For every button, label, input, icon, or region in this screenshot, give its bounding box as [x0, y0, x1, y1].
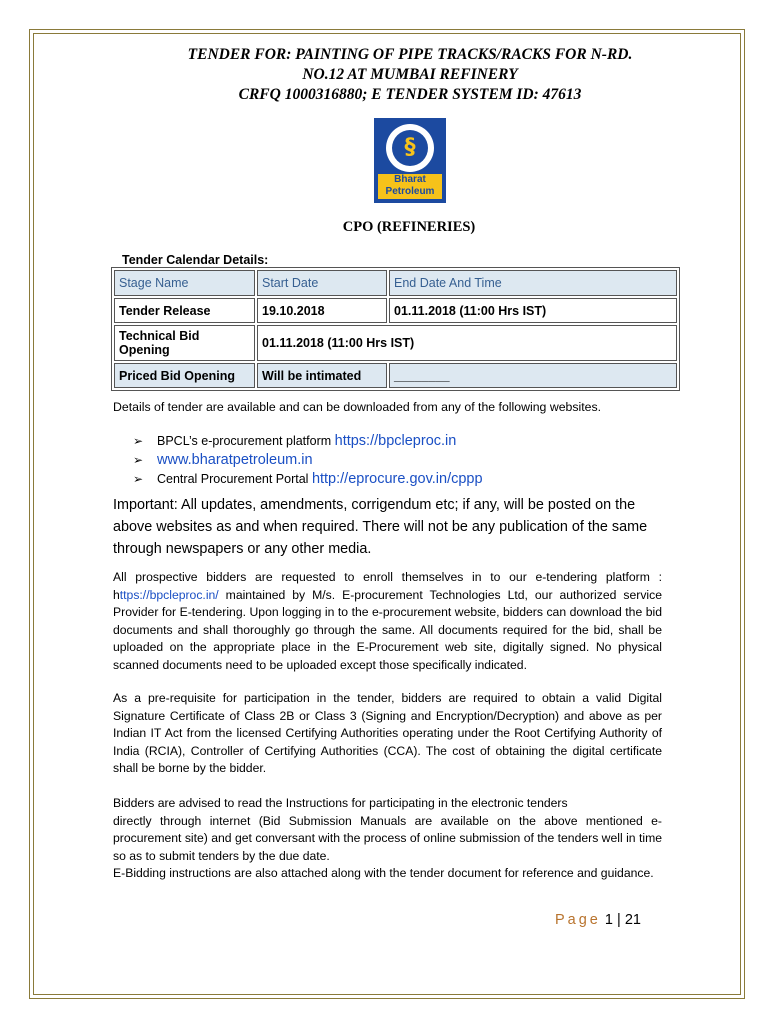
- logo-text-line-1: Bharat: [394, 174, 426, 185]
- details-text: Details of tender are available and can be downloaded from any of the following websites.: [113, 400, 602, 414]
- important-notice: Important: All updates, amendments, corrigendum etc; if any, will be posted on the above websites as and when required. There will not be any publication of the same through newspapers or any other media.: [113, 497, 648, 557]
- logo-swirl-icon: §: [404, 135, 416, 160]
- para3-line1: Bidders are advised to read the Instructions for participating in the electronic tenders: [113, 796, 568, 810]
- tender-calendar-table: [111, 267, 680, 391]
- title-line-3: CRFQ 1000316880; E TENDER SYSTEM ID: 47613: [238, 86, 582, 103]
- bharat-petroleum-logo: [374, 118, 446, 203]
- bpcleproc-inline-link[interactable]: ttps://bpcleproc.in/: [119, 587, 219, 602]
- bpcleproc-link[interactable]: https://bpcleproc.in: [334, 433, 457, 449]
- start-cell: Will be intimated: [257, 363, 387, 388]
- para1-intro: All prospective bidders are requested to enroll themselves in to our e-tendering platform :: [113, 570, 662, 584]
- para3-rest: directly through internet (Bid Submission Manuals are available on the above mentioned e-procurement site) and get conversant with the process of online submission of the tenders well in time so as to submit tenders by the due date.: [113, 813, 662, 863]
- stage-cell: Technical Bid Opening: [114, 325, 255, 361]
- arrow-bullet-icon: ➢: [133, 472, 144, 486]
- website-list: [133, 432, 483, 489]
- paragraph-digital-signature: As a pre-requisite for participation in the tender, bidders are required to obtain a valid Digital Signature Certificate of Class 2B or Class 3 (Signing and Encryption/Decryption) and above as per Indian IT Act from the licensed Certifying Authorities operating under the Root Certifying Authority of India (RCIA), Controller of Certifying Authorities (CCA). The cost of obtaining the digital certificate shall be borne by the bidder.: [113, 691, 662, 775]
- page-number-footer: [555, 912, 641, 928]
- tender-title: [120, 45, 700, 105]
- header-start-date: Start Date: [257, 270, 387, 296]
- page-word: Page: [555, 912, 601, 928]
- stage-cell: Tender Release: [114, 298, 255, 323]
- link-prefix: BPCL’s e-procurement platform: [157, 434, 335, 448]
- header-stage-name: Stage Name: [114, 270, 255, 296]
- calendar-label: Tender Calendar Details:: [122, 253, 269, 267]
- total-pages: 21: [624, 912, 641, 928]
- list-item: [133, 451, 483, 470]
- stage-cell: Priced Bid Opening: [114, 363, 255, 388]
- logo-band: [378, 174, 442, 199]
- end-cell: ________: [389, 363, 677, 388]
- header-end-date: End Date And Time: [389, 270, 677, 296]
- para1-rest: maintained by M/s. E-procurement Technologies Ltd, our authorized service Provider for E-tendering. Upon logging in to the e-procurement website, bidders can download the bid documents and shall thoroughly go through the same. All documents required for the bid, shall be uploaded on the appropriate place in the E-Procurement web site, digitally signed. No physical scanned documents need to be uploaded except those specifically indicated.: [113, 587, 662, 672]
- table-header-row: [114, 270, 677, 296]
- start-cell: 19.10.2018: [257, 298, 387, 323]
- section-heading: CPO (REFINERIES): [342, 219, 476, 235]
- title-line-1: TENDER FOR: PAINTING OF PIPE TRACKS/RACKS FOR N-RD.: [187, 46, 633, 63]
- paragraph-instructions: [113, 795, 662, 883]
- start-cell: 01.11.2018 (11:00 Hrs IST): [257, 325, 677, 361]
- table-row: [114, 298, 677, 323]
- arrow-bullet-icon: ➢: [133, 453, 144, 467]
- logo-text-line-2: Petroleum: [385, 186, 435, 197]
- paragraph-enrollment: [113, 569, 662, 674]
- current-page: 1: [604, 912, 613, 928]
- arrow-bullet-icon: ➢: [133, 434, 144, 448]
- bharatpetroleum-link[interactable]: www.bharatpetroleum.in: [157, 452, 313, 468]
- list-item: [133, 432, 483, 451]
- list-item: [133, 470, 483, 489]
- title-line-2: NO.12 AT MUMBAI REFINERY: [302, 66, 518, 83]
- para3-last: E-Bidding instructions are also attached along with the tender document for reference and guidance.: [113, 866, 654, 880]
- end-cell: 01.11.2018 (11:00 Hrs IST): [389, 298, 677, 323]
- table-row: [114, 325, 677, 361]
- para1-h: h: [113, 587, 120, 602]
- table-row: [114, 363, 677, 388]
- eprocure-link[interactable]: http://eprocure.gov.in/cppp: [311, 471, 483, 487]
- page-separator: |: [617, 912, 621, 928]
- link-prefix: Central Procurement Portal: [157, 472, 312, 486]
